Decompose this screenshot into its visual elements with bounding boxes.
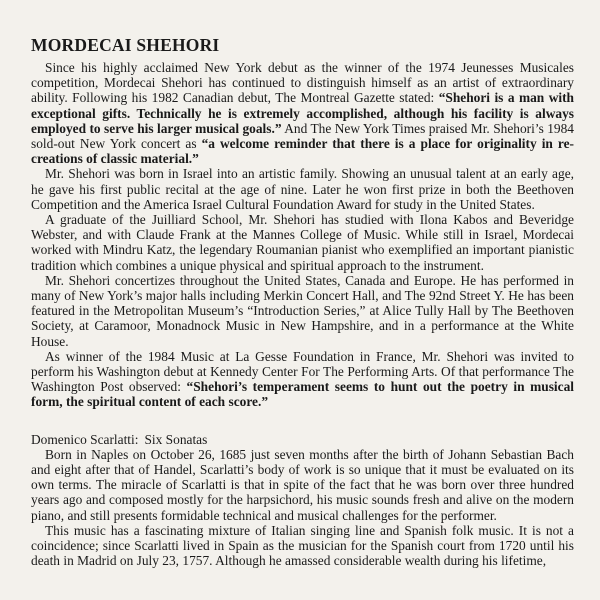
bio-paragraph-4: Mr. Shehori concertizes throughout the United States, Canada and Europe. He has performed in many of New York’s major halls including Merkin Concert Hall, and The 92nd Street Y. He has been featured in the Metropolitan Museum’s “Introduction Series,” at Alice Tully Hall by The Beethoven Society, at Caramoor, Monadnock Music in New Hampshire, and in a performance at the White House.: [31, 272, 574, 349]
work-title: Six Sonatas: [144, 431, 208, 447]
washington-post-quote: “Shehori’s temperament seems to hunt out the poetry in musical form, the spiritual content of each score.”: [31, 379, 574, 410]
bio-p1-text-1: Since his highly acclaimed New York debut as the winner of the 1974 Jeunesses Musicales competition, Mordecai Shehori has continued to distinguish himself as an artist of extraordinary ability. Following his 1982 Canadian debut, The Montreal Gazette stated:: [31, 60, 574, 106]
bio-paragraph-2: Mr. Shehori was born in Israel into an artistic family. Showing an unusual talent at an early age, he gave his first public recital at the age of nine. Later he won first prize in both the Beethoven Competition and the America Israel Cultural Foundation Award for study in the United States.: [31, 166, 574, 212]
bio-paragraph-5: [31, 349, 574, 410]
montreal-gazette-quote: “Shehori is a man with exceptional gifts. Technically he is extremely accomplished, although his facility is always employed to serve his larger musical goals.”: [31, 90, 574, 136]
scarlatti-section-heading: [31, 432, 574, 447]
new-york-times-quote: “a welcome reminder that there is a place for originality in re-creations of classic material.”: [31, 136, 575, 167]
scarlatti-paragraph-1: Born in Naples on October 26, 1685 just seven months after the birth of Johann Sebastian Bach and eight after that of Handel, Scarlatti’s body of work is so unique that it must be evaluated on its own terms. The miracle of Scarlatti is that in spite of the fact that he was born over three hundred years ago and composed mostly for the harpsichord, his music sounds fresh and alive on the modern piano, and still presents formidable technical and musical challenges for the performer.: [31, 446, 574, 523]
composer-name: Domenico Scarlatti:: [31, 431, 139, 447]
scarlatti-paragraph-2: This music has a fascinating mixture of Italian singing line and Spanish folk music. It is not a coincidence; since Scarlatti lived in Spain as the musician for the Spanish court from 1720 until his death in Madrid on July 23, 1757. Although he amassed considerable wealth during his lifetime,: [31, 522, 574, 569]
section-divider-space: [31, 410, 574, 432]
bio-paragraph-3: A graduate of the Juilliard School, Mr. Shehori has studied with Ilona Kabos and Beveridge Webster, and with Claude Frank at the Mannes College of Music. While still in Israel, Mordecai worked with Mindru Katz, the legendary Roumanian pianist who exemplified an important pianistic tradition which combines a unique physical and spiritual approach to the instrument.: [31, 212, 574, 273]
bio-paragraph-1: [31, 60, 574, 166]
bio-p5-text-1: As winner of the 1984 Music at La Gesse Foundation in France, Mr. Shehori was invited to perform his Washington debut at Kennedy Center For The Performing Arts. Of that performance The Washington Post observed:: [31, 348, 574, 395]
bio-title: MORDECAI SHEHORI: [31, 35, 220, 55]
bio-p1-text-2: And The New York Times praised Mr. Shehori’s 1984 sold-out New York concert as: [31, 120, 574, 152]
